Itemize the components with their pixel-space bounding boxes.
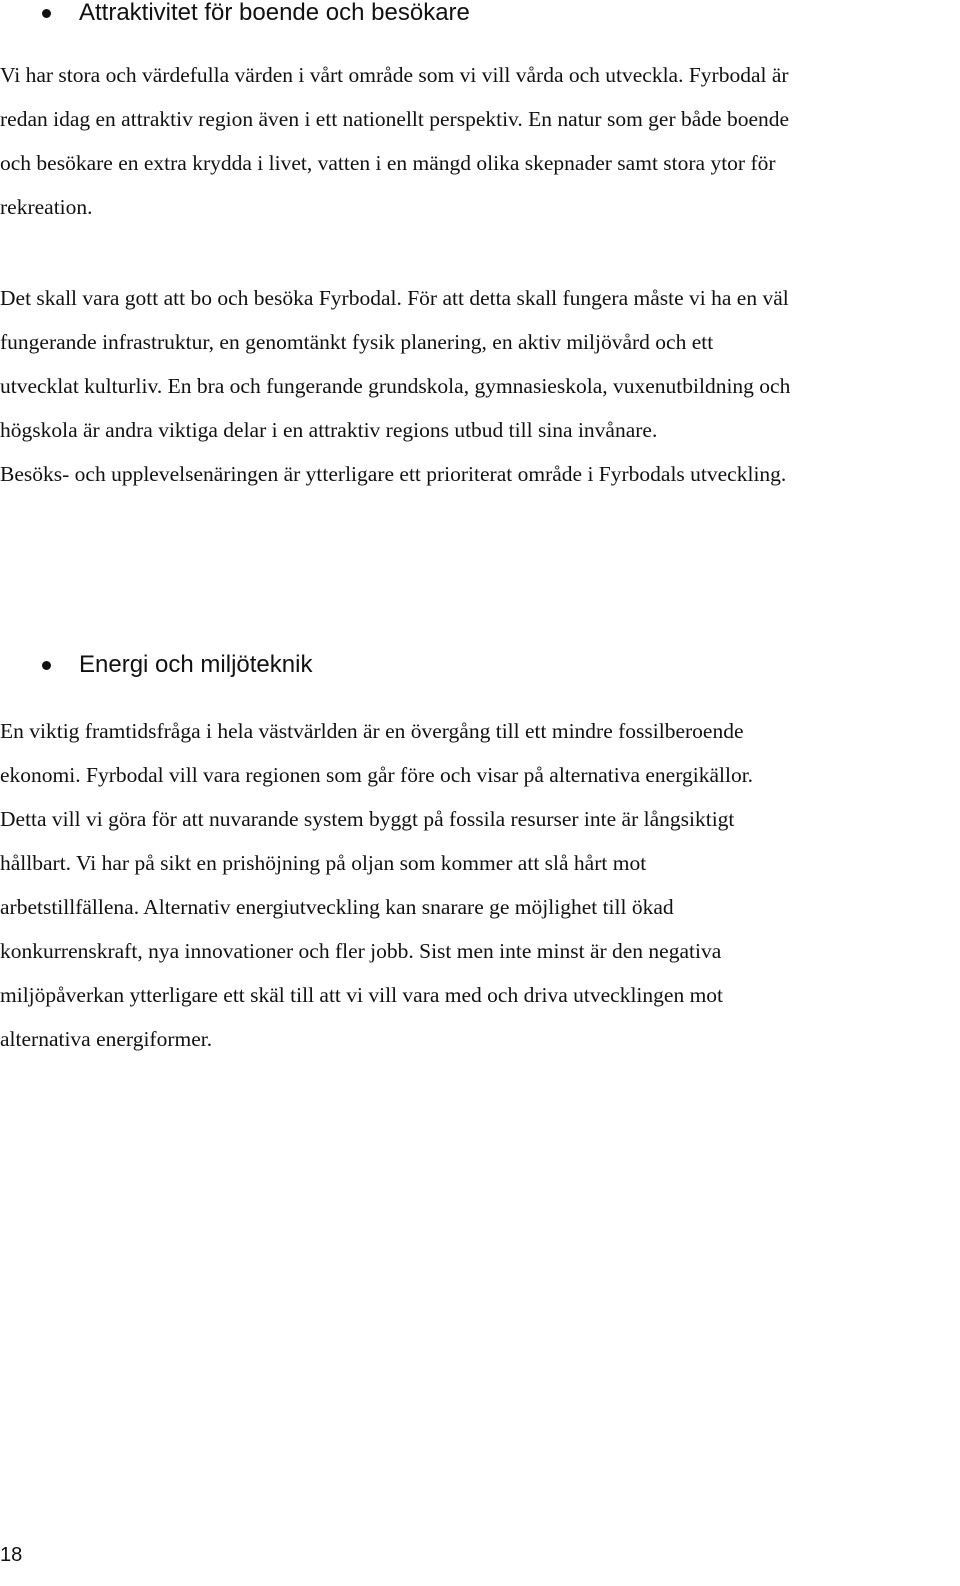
text-line: hållbart. Vi har på sikt en prishöjning på oljan som kommer att slå hårt mot	[0, 851, 647, 875]
heading-text: Attraktivitet för boende och besökare	[79, 0, 470, 26]
text-line: Vi har stora och värdefulla värden i vårt område som vi vill vårda och utveckla. Fyrbodal är	[0, 63, 789, 87]
text-line: miljöpåverkan ytterligare ett skäl till att vi vill vara med och driva utvecklingen mot	[0, 983, 724, 1007]
section-heading-attraktivitet	[0, 0, 470, 26]
text-line: Detta vill vi göra för att nuvarande system byggt på fossila resurser inte är långsiktigt	[0, 807, 735, 831]
text-line: redan idag en attraktiv region även i ett nationellt perspektiv. En natur som ger både boende	[0, 107, 790, 131]
bullet-icon	[42, 9, 51, 18]
text-line: Det skall vara gott att bo och besöka Fyrbodal. För att detta skall fungera måste vi ha en väl	[0, 286, 789, 310]
text-line: arbetstillfällena. Alternativ energiutveckling kan snarare ge möjlighet till ökad	[0, 895, 674, 919]
paragraph-1	[0, 53, 789, 229]
text-line: fungerande infrastruktur, en genomtänkt fysik planering, en aktiv miljövård och ett	[0, 330, 714, 354]
text-line: ekonomi. Fyrbodal vill vara regionen som går före och visar på alternativa energikällor.	[0, 763, 754, 787]
text-line: En viktig framtidsfråga i hela västvärlden är en övergång till ett mindre fossilberoende	[0, 719, 744, 743]
text-line: och besökare en extra krydda i livet, vatten i en mängd olika skepnader samt stora ytor för	[0, 151, 776, 175]
page-number: 18	[0, 1544, 23, 1566]
heading-text: Energi och miljöteknik	[79, 651, 313, 678]
text-line: konkurrenskraft, nya innovationer och fler jobb. Sist men inte minst är den negativa	[0, 939, 722, 963]
bullet-icon	[42, 661, 51, 670]
paragraph-2	[0, 276, 790, 496]
text-line: högskola är andra viktiga delar i en attraktiv regions utbud till sina invånare.	[0, 418, 658, 442]
text-line: Besöks- och upplevelsenäringen är ytterligare ett prioriterat område i Fyrbodals utveckling.	[0, 462, 787, 486]
section-heading-energi	[0, 652, 312, 678]
paragraph-3	[0, 709, 753, 1061]
text-line: utvecklat kulturliv. En bra och fungerande grundskola, gymnasieskola, vuxenutbildning och	[0, 374, 791, 398]
text-line: alternativa energiformer.	[0, 1027, 213, 1051]
text-line: rekreation.	[0, 195, 93, 219]
